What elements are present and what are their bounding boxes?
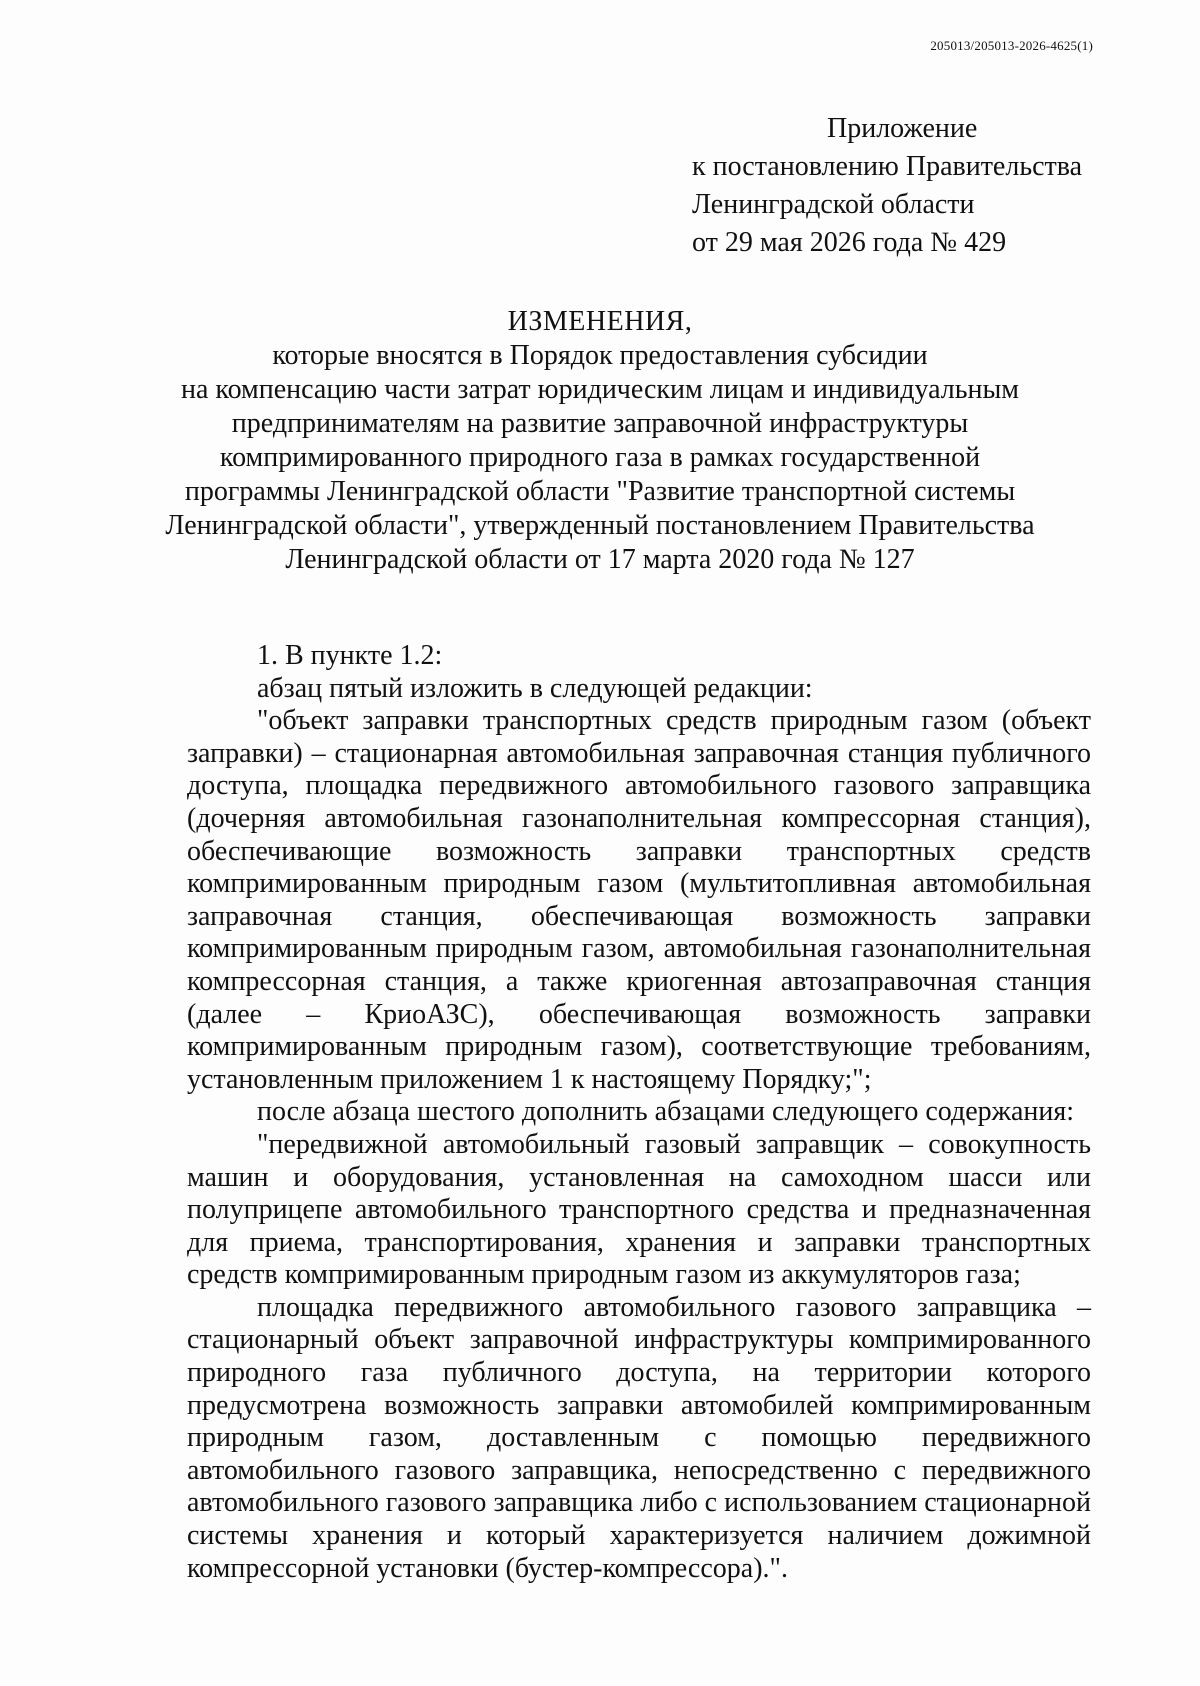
title-heading: ИЗМЕНЕНИЯ, [507, 306, 693, 337]
paragraph: "передвижной автомобильный газовый заправщик – совокупность машин и оборудования, установленная на самоходном шасси или полуприцепе автомобильного транспортного средства и предназначенная для приема, транспортирования, хранения и заправки транспортных средств компримированным природным газом из аккумуляторов газа; [187, 1128, 1091, 1291]
appendix-line: к постановлению Правительства [692, 151, 1083, 182]
title-line: Ленинградской области", утвержденный постановлением Правительства [165, 510, 1035, 541]
appendix-line: от 29 мая 2026 года № 429 [692, 227, 1007, 258]
paragraph: 1. В пункте 1.2: [257, 640, 443, 671]
document-title [0, 305, 1200, 577]
paragraph: площадка передвижного автомобильного газового заправщика – стационарный объект заправочной инфраструктуры компримированного природного газа публичного доступа, на территории которого предусмотрена возможность заправки автомобилей компримированным природным газом, доставленным с помощью передвижного автомобильного газового заправщика, непосредственно с передвижного автомобильного газового заправщика либо с использованием стационарной системы хранения и который характеризуется наличием дожимной компрессорной установки (бустер-компрессора).". [187, 1291, 1091, 1584]
title-line: которые вносятся в Порядок предоставления субсидии [272, 340, 928, 371]
paragraph: абзац пятый изложить в следующей редакции: [257, 672, 813, 704]
appendix-block [692, 110, 1082, 262]
paragraph: "объект заправки транспортных средств природным газом (объект заправки) – стационарная автомобильная заправочная станция публичного доступа, площадка передвижного автомобильного газового заправщика (дочерняя автомобильная газонаполнительная компрессорная станция), обеспечивающие возможность заправки транспортных средств компримированным природным газом (мультитопливная автомобильная заправочная станция, обеспечивающая возможность заправки компримированным природным газом, автомобильная газонаполнительная компрессорная станция, а также криогенная автозаправочная станция (далее – КриоАЗС), обеспечивающая возможность заправки компримированным природным газом), соответствующие требованиям, установленным приложением 1 к настоящему Порядку;"; [187, 705, 1091, 1095]
appendix-line: Приложение [827, 113, 978, 144]
document-body [187, 640, 1091, 1585]
paragraph: после абзаца шестого дополнить абзацами следующего содержания: [257, 1096, 1075, 1128]
title-line: программы Ленинградской области "Развитие транспортной системы [184, 476, 1016, 507]
title-subtitle [0, 339, 1200, 577]
title-line: предпринимателям на развитие заправочной инфраструктуры [231, 408, 969, 439]
title-line: Ленинградской области от 17 марта 2020 года № 127 [285, 544, 915, 575]
title-line: компримированного природного газа в рамках государственной [219, 442, 981, 473]
title-line: на компенсацию части затрат юридическим лицам и индивидуальным [180, 374, 1020, 405]
appendix-line: Ленинградской области [692, 189, 975, 220]
document-id: 205013/205013-2026-4625(1) [930, 38, 1093, 53]
